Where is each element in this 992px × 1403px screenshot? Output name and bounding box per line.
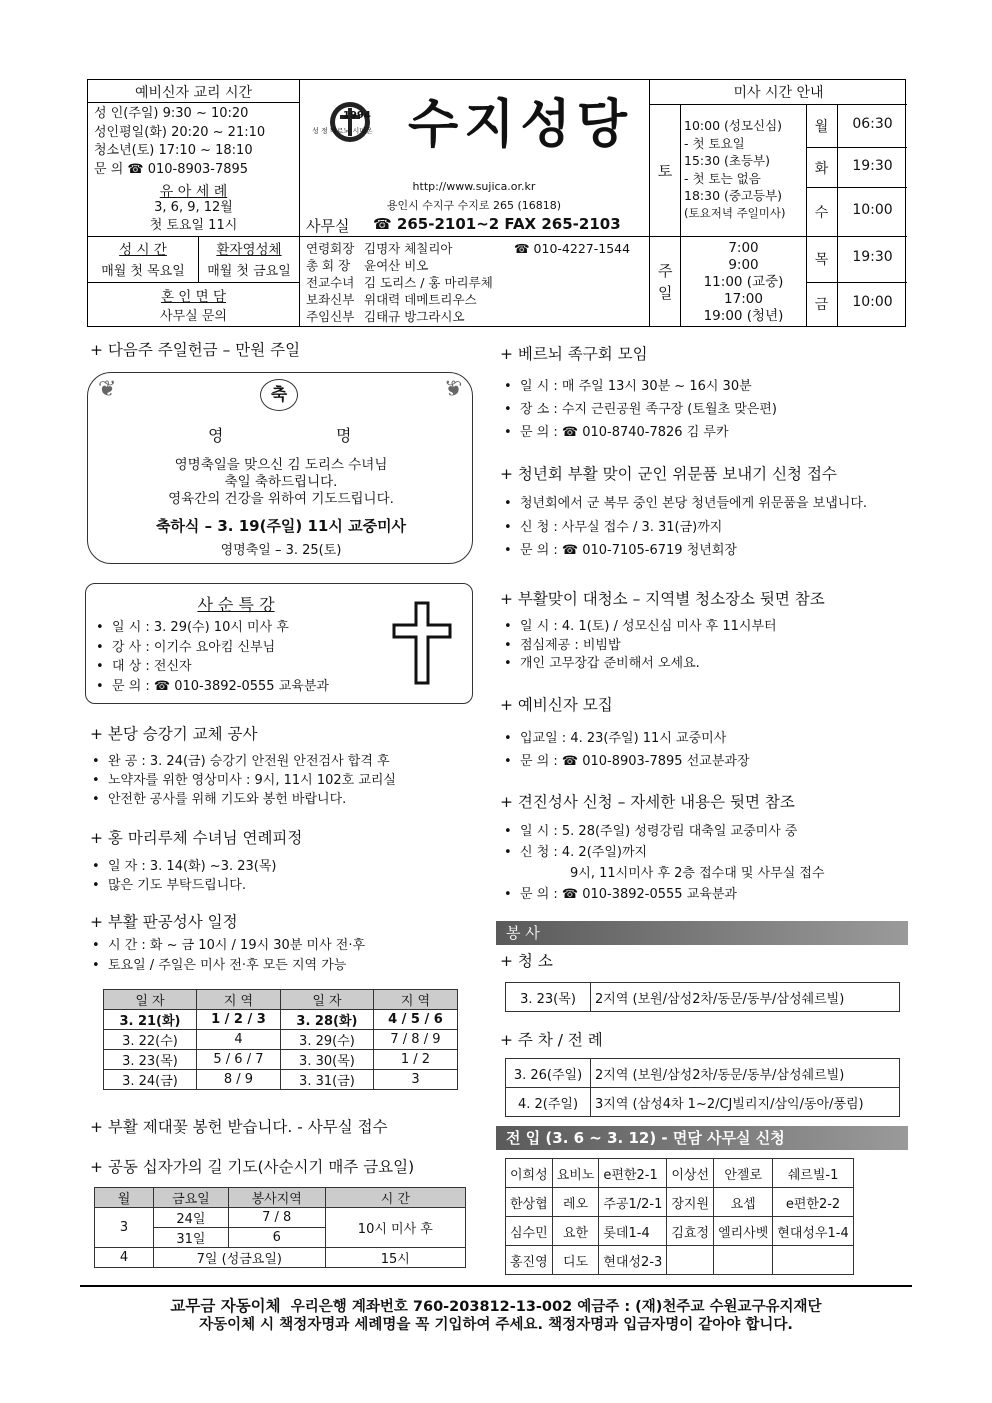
website-url: http://www.sujica.or.kr bbox=[412, 180, 536, 193]
staff-list bbox=[306, 240, 649, 325]
weekday-tue: 화 bbox=[814, 161, 829, 177]
staff-row: 주임신부 김태규 방그라시오 bbox=[306, 309, 465, 324]
feast-ceremony: 축하식 – 3. 19(주일) 11시 교중미사 bbox=[155, 517, 407, 535]
weekday-wed-time: 10:00 bbox=[852, 202, 893, 218]
football-details: • 일 시 : 매 주일 13시 30분 ~ 16시 30분 • 장 소 : 수지 근린공원 족구장 (토월초 맞은편) • 문 의 : ☎ 010-8740-7826 김 루카 bbox=[504, 375, 777, 444]
weekday-mon: 월 bbox=[814, 119, 829, 135]
footer-line-1: 교무금 자동이체 우리은행 계좌번호 760-203812-13-002 예금주 : (재)천주교 수원교구유지재단 bbox=[170, 1297, 822, 1315]
footer-divider bbox=[80, 1285, 912, 1287]
cleaning-duty-table bbox=[505, 982, 900, 1012]
confession-details: • 시 간 : 화 ~ 금 10시 / 19시 30분 미사 전·후 • 토요일 / 주일은 미사 전·후 모든 지역 가능 bbox=[92, 936, 365, 976]
table-row: 홍진영 디도 현대성2-3 bbox=[506, 1246, 854, 1275]
feast-message: 영명축일을 맞으신 김 도리스 수녀님 축일 축하드립니다. 영육간의 건강을 위하여 기도드립니다. bbox=[168, 457, 394, 507]
catechumen-title: + 예비신자 모집 bbox=[500, 696, 613, 714]
retreat-title: + 홍 마리루체 수녀님 연례피정 bbox=[90, 829, 303, 847]
ribbon-right-icon: ❦ bbox=[443, 377, 462, 402]
mass-times-title: 미사 시간 안내 bbox=[733, 85, 824, 101]
retreat-details: • 일 자 : 3. 14(화) ~3. 23(목) • 많은 기도 부탁드립니다. bbox=[92, 857, 276, 895]
transfer-bar: 전 입 (3. 6 ~ 3. 12) - 면담 사무실 신청 bbox=[496, 1126, 908, 1150]
table-row: 3. 23(목) 2지역 (보원/삼성2차/동문/동부/삼성쉐르빌) bbox=[506, 983, 900, 1012]
staff-row: 연령회장 김명자 체칠리아 ☎ 010-4227-1544 bbox=[306, 241, 631, 256]
saturday-label: 토 bbox=[657, 162, 673, 180]
table-row: 3. 22(수) 4 3. 29(수) 7 / 8 / 9 bbox=[104, 1030, 458, 1050]
feast-day-box bbox=[87, 372, 473, 564]
table-row: 한상협 레오 주공1/2-1 장지원 요셉 e편한2-2 bbox=[506, 1188, 854, 1217]
bulletin-header bbox=[87, 79, 906, 327]
weekday-fri-time: 10:00 bbox=[852, 294, 893, 310]
church-logo bbox=[328, 100, 372, 144]
table-row: 3. 24(금) 8 / 9 3. 31(금) 3 bbox=[104, 1070, 458, 1090]
table-row: 4 7일 (성금요일) 15시 bbox=[95, 1248, 466, 1268]
office-phone: ☎ 265-2101~2 FAX 265-2103 bbox=[373, 215, 621, 233]
sunday-label: 주일 bbox=[658, 262, 673, 302]
stations-title: + 공동 십자가의 길 기도(사순시기 매주 금요일) bbox=[90, 1158, 415, 1176]
parking-title: + 주 차 / 전 례 bbox=[500, 1031, 603, 1049]
table-row: 3. 26(주일) 2지역 (보원/삼성2차/동문/동부/삼성쉐르빌) bbox=[506, 1059, 900, 1088]
cleaning-duty-title: + 청 소 bbox=[500, 952, 553, 970]
weekday-thu-time: 19:30 bbox=[852, 249, 893, 265]
holy-hour: 매월 첫 목요일 bbox=[101, 264, 185, 279]
cleaning-title: + 부활맞이 대청소 – 지역별 청소장소 뒷면 참조 bbox=[500, 590, 825, 608]
staff-row: 보좌신부 위대력 데메트리우스 bbox=[306, 292, 477, 307]
table-row: 이희성 요비노 e편한2-1 이상선 안젤로 쉐르빌-1 bbox=[506, 1159, 854, 1188]
table-row: 3. 21(화) 1 / 2 / 3 3. 28(화) 4 / 5 / 6 bbox=[104, 1010, 458, 1030]
celebration-badge: 축 bbox=[260, 379, 298, 411]
sick-communion-title: 환자영성체 bbox=[216, 242, 282, 258]
cleaning-details: • 일 시 : 4. 1(토) / 성모신심 미사 후 11시부터 • 점심제공 : 비빔밥 • 개인 고무장갑 준비해서 오세요. bbox=[504, 618, 777, 674]
youth-title: + 청년회 부활 맞이 군인 위문품 보내기 신청 접수 bbox=[500, 465, 837, 483]
table-row: 31일 6 bbox=[95, 1228, 466, 1248]
weekday-fri: 금 bbox=[814, 297, 829, 313]
sunday-masses: 7:00 9:00 11:00 (교중) 17:00 19:00 (청년) bbox=[703, 240, 784, 324]
feast-title-a: 영 bbox=[208, 426, 224, 445]
catechism-title: 예비신자 교리 시간 bbox=[134, 85, 253, 101]
infant-baptism-title: 유 아 세 례 bbox=[159, 184, 228, 200]
infant-baptism-months: 3, 6, 9, 12월 bbox=[154, 200, 233, 215]
office-label: 사무실 bbox=[306, 217, 350, 235]
weekday-wed: 수 bbox=[814, 205, 829, 221]
feast-date: 영명축일 – 3. 25(토) bbox=[220, 543, 342, 558]
lent-lecture-box bbox=[85, 583, 473, 704]
service-bar: 봉 사 bbox=[496, 921, 908, 945]
elevator-title: + 본당 승강기 교체 공사 bbox=[90, 725, 258, 743]
sick-communion: 매월 첫 금요일 bbox=[207, 264, 291, 279]
confirmation-title: + 견진성사 신청 – 자세한 내용은 뒷면 참조 bbox=[500, 793, 795, 811]
logo-year: 1994 bbox=[343, 110, 371, 121]
infant-baptism-time: 첫 토요일 11시 bbox=[149, 218, 238, 233]
marriage-info: 사무실 문의 bbox=[160, 309, 227, 324]
lent-lecture-details: • 일 시 : 3. 29(수) 10시 미사 후 • 강 사 : 이기수 요아킴 신부님 • 대 상 : 전신자 • 문 의 : ☎ 010-3892-0555 교육분과 bbox=[96, 618, 329, 696]
flowers-notice: + 부활 제대꽃 봉헌 받습니다. - 사무실 접수 bbox=[90, 1118, 388, 1136]
confession-schedule-table: 일 자 지 역 일 자 지 역 3. 21(화) 1 / 2 / 3 3. 28(화) 4 / 5 / 6 3. 22(수) 4 3. 29(수) 7 / 8 / 9 3. 23(목) 5 / 6 / 7 3. 30(목) 1 / 2 3. 24(금) 8 / 9 3. 31(금) 3 bbox=[103, 989, 458, 1090]
youth-details: • 청년회에서 군 복무 중인 본당 청년들에게 위문품을 보냅니다. • 신 청 : 사무실 접수 / 3. 31(금)까지 • 문 의 : ☎ 010-7105-6719 청년회장 bbox=[504, 492, 867, 563]
weekday-thu: 목 bbox=[814, 252, 829, 268]
lent-lecture-title: 사 순 특 강 bbox=[197, 595, 275, 614]
church-title: 수지성당 bbox=[408, 95, 633, 155]
footer-line-2: 자동이체 시 책정자명과 세례명을 꼭 기입하여 주세요. 책정자명과 입금자명이 같아야 합니다. bbox=[199, 1317, 793, 1333]
table-row: 3 24일 7 / 8 10시 미사 후 bbox=[95, 1208, 466, 1228]
staff-row: 전교수녀 김 도리스 / 홍 마리루체 bbox=[306, 275, 493, 290]
church-address: 용인시 수지구 수지로 265 (16818) bbox=[386, 199, 562, 212]
football-title: + 베르뇌 족구회 모임 bbox=[500, 345, 648, 363]
logo-caption: 성 정 베르뇌 시메온 bbox=[312, 127, 373, 135]
stations-table: 월 금요일 봉사지역 시 간 3 24일 7 / 8 10시 미사 후 31일 6 4 7일 (성금요일) 15시 bbox=[94, 1187, 466, 1268]
feast-title-b: 명 bbox=[336, 426, 352, 445]
weekday-tue-time: 19:30 bbox=[852, 158, 893, 174]
cross-icon bbox=[389, 601, 455, 687]
parking-table bbox=[505, 1058, 900, 1117]
table-row: 3. 23(목) 5 / 6 / 7 3. 30(목) 1 / 2 bbox=[104, 1050, 458, 1070]
transfer-table bbox=[505, 1158, 854, 1275]
holy-hour-title: 성 시 간 bbox=[119, 242, 167, 258]
table-row: 4. 2(주일) 3지역 (삼성4차 1~2/CJ빌리지/삼익/동아/풍림) bbox=[506, 1088, 900, 1117]
cross-logo-icon bbox=[328, 100, 372, 144]
weekday-mon-time: 06:30 bbox=[852, 116, 893, 132]
marriage-title: 혼 인 면 담 bbox=[160, 289, 227, 305]
confirmation-details: • 일 시 : 5. 28(주일) 성령강림 대축일 교중미사 중 • 신 청 : 4. 2(주일)까지 9시, 11시미사 후 2층 접수대 및 사무실 접수 • 문 의 : ☎ 010-3892-0555 교육분과 bbox=[504, 821, 825, 905]
catechism-times: 성 인(주일) 9:30 ~ 10:20 성인평일(화) 20:20 ~ 21:10 청소년(토) 17:10 ~ 18:10 문 의 ☎ 010-8903-7895 bbox=[94, 106, 266, 177]
confession-title: + 부활 판공성사 일정 bbox=[90, 913, 238, 931]
table-row: 심수민 요한 롯데1-4 김효정 엘리사벳 현대성우1-4 bbox=[506, 1217, 854, 1246]
offering-notice: + 다음주 주일헌금 – 만원 주일 bbox=[90, 341, 301, 359]
saturday-masses: 10:00 (성모신심) - 첫 토요일 15:30 (초등부) - 첫 토는 없음 18:30 (중고등부) (토요저녁 주일미사) bbox=[684, 118, 786, 220]
ribbon-left-icon: ❦ bbox=[98, 377, 117, 402]
elevator-details: • 완 공 : 3. 24(금) 승강기 안전원 안전검사 합격 후 • 노약자를 위한 영상미사 : 9시, 11시 102호 교리실 • 안전한 공사를 위해 기도와 봉헌 바랍니다. bbox=[92, 752, 396, 809]
staff-row: 총 회 장 윤여산 비오 bbox=[306, 258, 429, 273]
catechumen-details: • 입교일 : 4. 23(주일) 11시 교중미사 • 문 의 : ☎ 010-8903-7895 선교분과장 bbox=[504, 727, 750, 773]
